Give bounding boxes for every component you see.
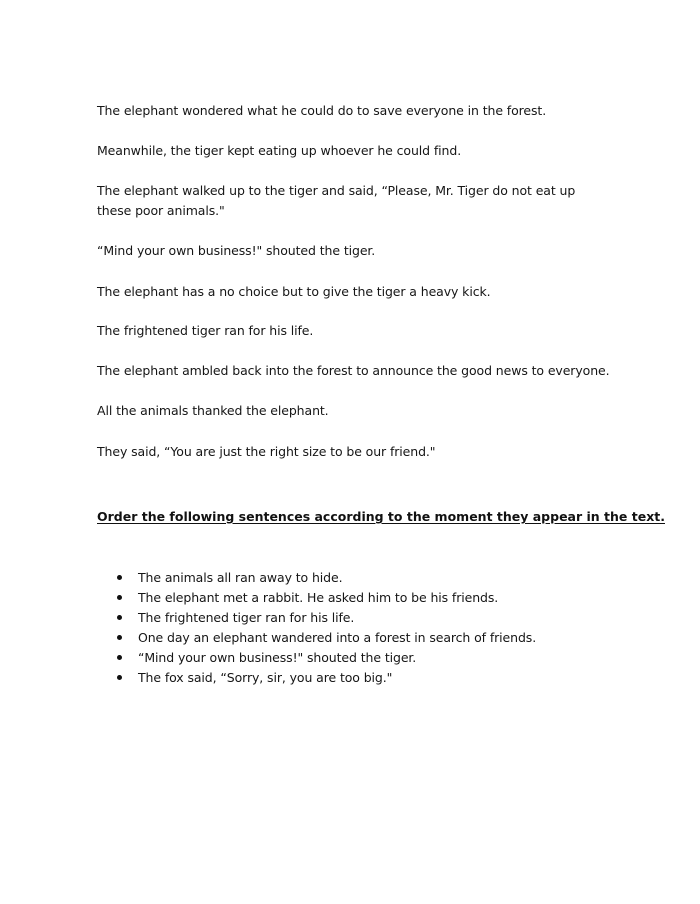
list-item [117, 568, 536, 588]
bullet-icon [117, 575, 122, 580]
story-paragraph-2: Meanwhile, the tiger kept eating up whoever he could find. [97, 143, 462, 158]
story-paragraph-5: The elephant has a no choice but to give the tiger a heavy kick. [97, 284, 491, 299]
story-paragraph-6: The frightened tiger ran for his life. [97, 323, 314, 338]
story-paragraph-3: The elephant walked up to the tiger and said, “Please, Mr. Tiger do not eat up these poor animals." [97, 183, 576, 218]
list-item-text: The elephant met a rabbit. He asked him to be his friends. [138, 590, 499, 605]
story-paragraph-8: All the animals thanked the elephant. [97, 403, 329, 418]
list-item [117, 588, 536, 608]
story-paragraph-9: They said, “You are just the right size to be our friend." [97, 444, 436, 459]
list-item [117, 668, 536, 688]
list-item-text: The animals all ran away to hide. [138, 570, 343, 585]
ordering-instruction-heading: Order the following sentences according to the moment they appear in the text. [97, 509, 665, 524]
bullet-icon [117, 595, 122, 600]
list-item [117, 648, 536, 668]
list-item [117, 628, 536, 648]
list-item [117, 608, 536, 628]
bullet-icon [117, 615, 122, 620]
story-paragraph-1: The elephant wondered what he could do to save everyone in the forest. [97, 103, 547, 118]
sentence-list [117, 568, 536, 688]
bullet-icon [117, 675, 122, 680]
list-item-text: “Mind your own business!" shouted the tiger. [138, 650, 417, 665]
bullet-icon [117, 655, 122, 660]
list-item-text: One day an elephant wandered into a forest in search of friends. [138, 630, 537, 645]
story-paragraph-4: “Mind your own business!" shouted the tiger. [97, 243, 376, 258]
list-item-text: The fox said, “Sorry, sir, you are too big." [138, 670, 393, 685]
story-paragraph-7: The elephant ambled back into the forest to announce the good news to everyone. [97, 363, 610, 378]
list-item-text: The frightened tiger ran for his life. [138, 610, 355, 625]
bullet-icon [117, 635, 122, 640]
